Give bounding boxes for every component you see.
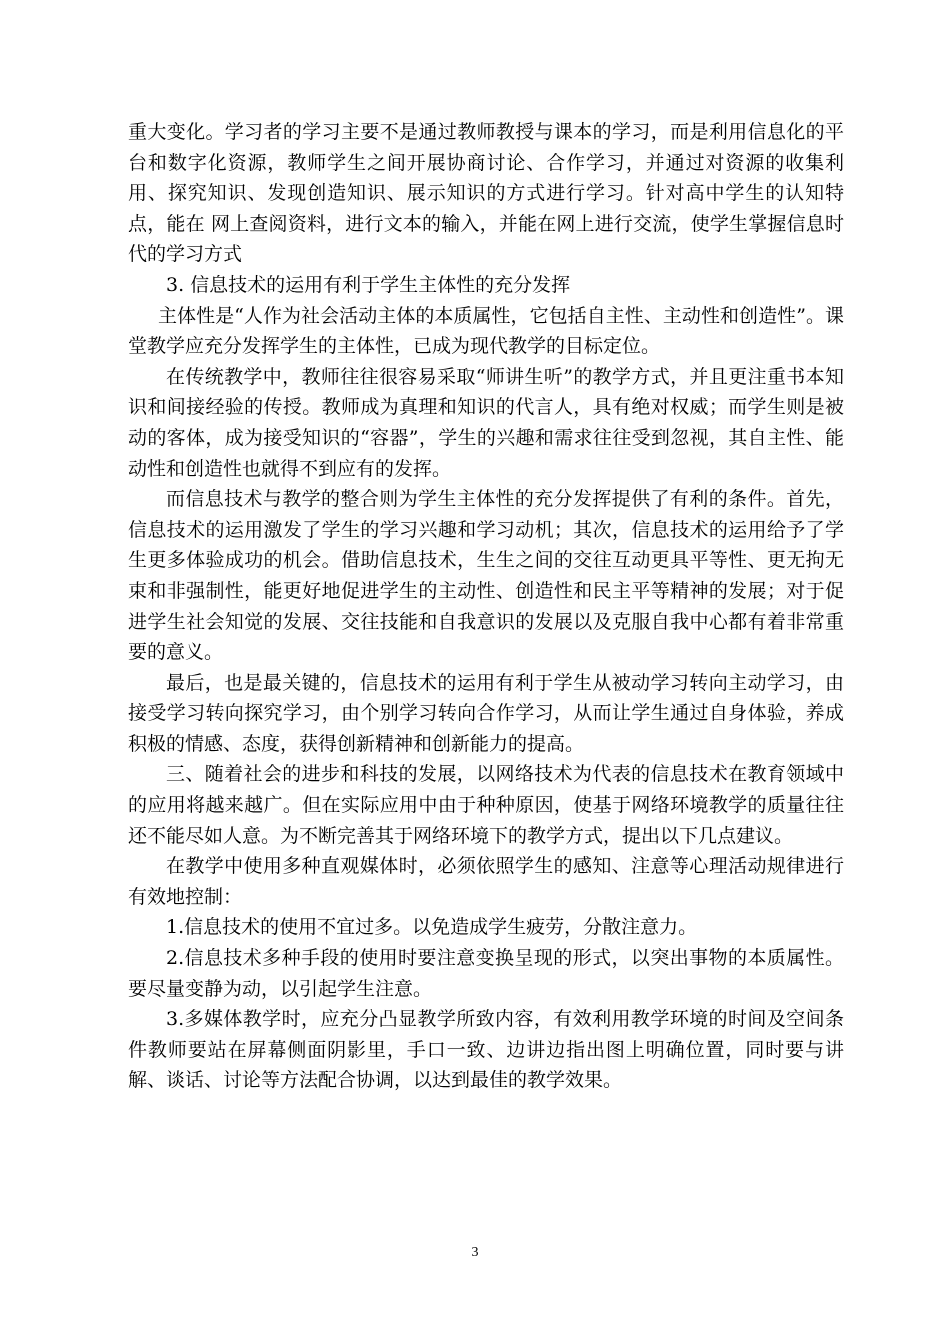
paragraph: 三、随着社会的进步和科技的发展，以网络技术为代表的信息技术在教育领域中的应用将越来越广。但在实际应用中由于种种原因，使基于网络环境教学的质量往往还不能尽如人意。为不断完善其于网络环境下的教学方式，提出以下几点建议。 <box>128 763 844 847</box>
paragraph: 主体性是“人作为社会活动主体的本质属性，它包括自主性、主动性和创造性”。课堂教学应充分发挥学生的主体性，已成为现代教学的目标定位。 <box>128 304 844 358</box>
paragraph: 在教学中使用多种直观媒体时，必须依照学生的感知、注意等心理活动规律进行有效地控制： <box>128 855 844 908</box>
body-text <box>128 117 844 1096</box>
paragraph: 最后，也是最关键的，信息技术的运用有利于学生从被动学习转向主动学习，由接受学习转向探究学习，由个别学习转向合作学习，从而让学生通过自身体验，养成积极的情感、态度，获得创新精神和创新能力的提高。 <box>128 671 844 755</box>
paragraph: 重大变化。学习者的学习主要不是通过教师教授与课本的学习，而是利用信息化的平台和数字化资源，教师学生之间开展协商讨论、合作学习，并通过对资源的收集利用、探究知识、发现创造知识、展示知识的方式进行学习。针对高中学生的认知特点，能在 网上查阅资料，进行文本的输入，并能在网上进行交流，使学生掌握信息时代的学习方式 <box>128 121 844 266</box>
page-number: 3 <box>471 1245 479 1260</box>
section-heading: 3. 信息技术的运用有利于学生主体性的充分发挥 <box>166 273 571 296</box>
list-item: 1.信息技术的使用不宜过多。以免造成学生疲劳，分散注意力。 <box>166 916 698 939</box>
paragraph: 在传统教学中，教师往往很容易采取“师讲生听”的教学方式，并且更注重书本知识和间接经验的传授。教师成为真理和知识的代言人，具有绝对权威；而学生则是被动的客体，成为接受知识的“容器”，学生的兴趣和需求往往受到忽视，其自主性、能动性和创造性也就得不到应有的发挥。 <box>128 365 844 480</box>
list-item: 2.信息技术多种手段的使用时要注意变换呈现的形式，以突出事物的本质属性。要尽量变静为动，以引起学生注意。 <box>128 947 844 1000</box>
paragraph: 而信息技术与教学的整合则为学生主体性的充分发挥提供了有利的条件。首先，信息技术的运用激发了学生的学习兴趣和学习动机；其次，信息技术的运用给予了学生更多体验成功的机会。借助信息技术，生生之间的交往互动更具平等性、更无拘无束和非强制性，能更好地促进学生的主动性、创造性和民主平等精神的发展；对于促进学生社会知觉的发展、交往技能和自我意识的发展以及克服自我中心都有着非常重要的意义。 <box>128 488 844 664</box>
list-item: 3.多媒体教学时，应充分凸显教学所致内容，有效利用教学环境的时间及空间条件教师要站在屏幕侧面阴影里，手口一致、边讲边指出图上明确位置，同时要与讲解、谈话、讨论等方法配合协调，以达到最佳的教学效果。 <box>128 1008 844 1092</box>
